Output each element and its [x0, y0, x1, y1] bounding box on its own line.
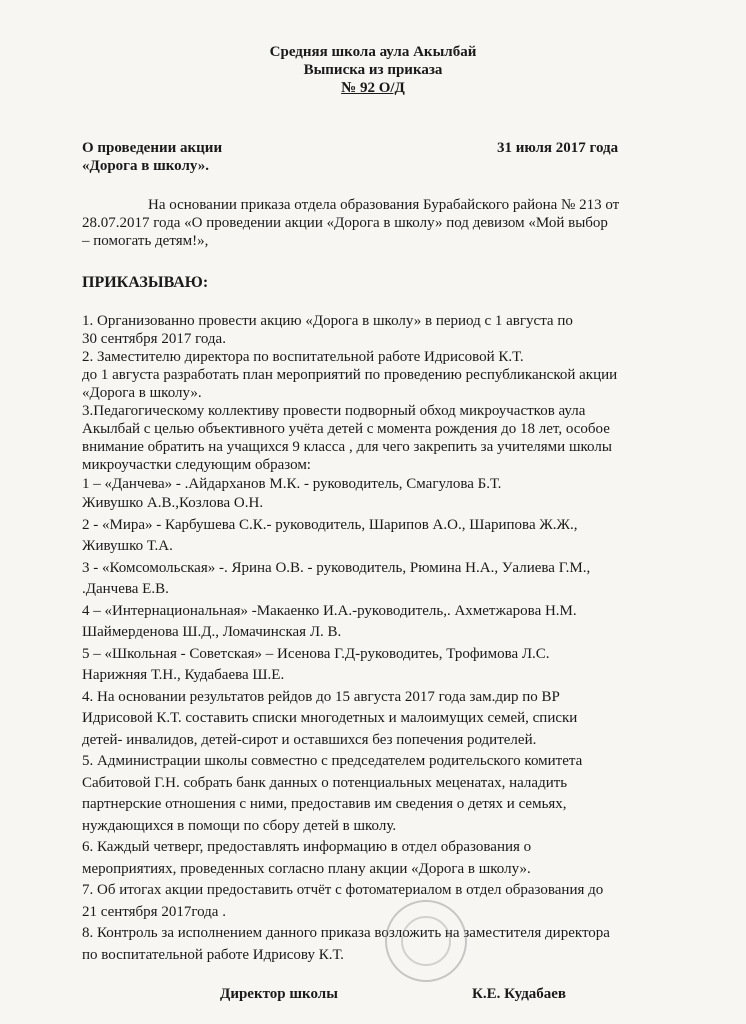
- order-heading: ПРИКАЗЫВАЮ:: [82, 274, 209, 291]
- signature-title: Директор школы: [220, 986, 338, 1002]
- subject-line-1: О проведении акции: [82, 140, 223, 156]
- body-line: 1 – «Данчева» - .Айдарханов М.К. - руководитель, Смагулова Б.Т.: [82, 476, 502, 492]
- body-line: 6. Каждый четверг, предоставлять информацию в отдел образования о: [82, 839, 532, 855]
- body-line: «Дорога в школу».: [82, 385, 202, 401]
- order-number: № 92 О/Д: [341, 80, 405, 96]
- body-line: детей- инвалидов, детей-сирот и оставшихся без попечения родителей.: [82, 732, 537, 748]
- document-type: Выписка из приказа: [303, 62, 443, 78]
- body-line: 5. Администрации школы совместно с председателем родительского комитета: [82, 753, 583, 769]
- body-line: 8. Контроль за исполнением данного приказа возложить на заместителя директора: [82, 925, 610, 941]
- body-line: 7. Об итогах акции предоставить отчёт с фотоматериалом в отдел образования до: [82, 882, 604, 898]
- body-line: партнерские отношения с ними, предоставив им сведения о детях и семьях,: [82, 796, 567, 812]
- basis-line-2: 28.07.2017 года «О проведении акции «Дорога в школу» под девизом «Мой выбор: [82, 215, 608, 231]
- body-line: Шаймерденова Ш.Д., Ломачинская Л. В.: [82, 624, 342, 640]
- body-line: 3 - «Комсомольская» -. Ярина О.В. - руководитель, Рюмина Н.А., Уалиева Г.М.,: [82, 560, 591, 576]
- body-line: Идрисовой К.Т. составить списки многодетных и малоимущих семей, списки: [82, 710, 578, 726]
- body-line: 21 сентября 2017года .: [82, 904, 226, 920]
- school-name: Средняя школа аула Акылбай: [269, 44, 477, 60]
- body-line: Акылбай с целью объективного учёта детей с момента рождения до 18 лет, особое: [82, 421, 610, 437]
- body-line: микроучастки следующим образом:: [82, 457, 311, 473]
- body-line: до 1 августа разработать план мероприятий по проведению республиканской акции: [82, 367, 618, 383]
- body-line: 30 сентября 2017 года.: [82, 331, 226, 347]
- basis-line-1: На основании приказа отдела образования Бурабайского района № 213 от: [148, 197, 620, 213]
- official-stamp: [385, 900, 467, 982]
- body-line: внимание обратить на учащихся 9 класса , для чего закрепить за учителями школы: [82, 439, 612, 455]
- order-date: 31 июля 2017 года: [497, 140, 619, 156]
- body-line: 1. Организованно провести акцию «Дорога в школу» в период с 1 августа по: [82, 313, 573, 329]
- body-line: 3.Педагогическому коллективу провести подворный обход микроучастков аула: [82, 403, 586, 419]
- body-line: 2 - «Мира» - Карбушева С.К.- руководитель, Шарипов А.О., Шарипова Ж.Ж.,: [82, 517, 578, 533]
- body-line: 4 – «Интернациональная» -Макаенко И.А.-руководитель,. Ахметжарова Н.М.: [82, 603, 577, 619]
- body-line: нуждающихся в помощи по сбору детей в школу.: [82, 818, 397, 834]
- body-line: 4. На основании результатов рейдов до 15 августа 2017 года зам.дир по ВР: [82, 689, 560, 705]
- body-line: Сабитовой Г.Н. собрать банк данных о потенциальных меценатах, наладить: [82, 775, 568, 791]
- subject-line-2: «Дорога в школу».: [82, 158, 210, 174]
- body-line: по воспитательной работе Идрисову К.Т.: [82, 947, 344, 963]
- body-line: Живушко Т.А.: [82, 538, 173, 554]
- body-line: Нарижняя Т.Н., Кудабаева Ш.Е.: [82, 667, 285, 683]
- body-line: .Данчева Е.В.: [82, 581, 169, 597]
- body-line: мероприятиях, проведенных согласно плану акции «Дорога в школу».: [82, 861, 531, 877]
- body-line: 2. Заместителю директора по воспитательной работе Идрисовой К.Т.: [82, 349, 524, 365]
- body-line: Живушко А.В.,Козлова О.Н.: [82, 495, 264, 511]
- signature-name: К.Е. Кудабаев: [472, 986, 567, 1002]
- body-line: 5 – «Школьная - Советская» – Исенова Г.Д-руководитеь, Трофимова Л.С.: [82, 646, 550, 662]
- basis-line-3: – помогать детям!»,: [82, 233, 209, 249]
